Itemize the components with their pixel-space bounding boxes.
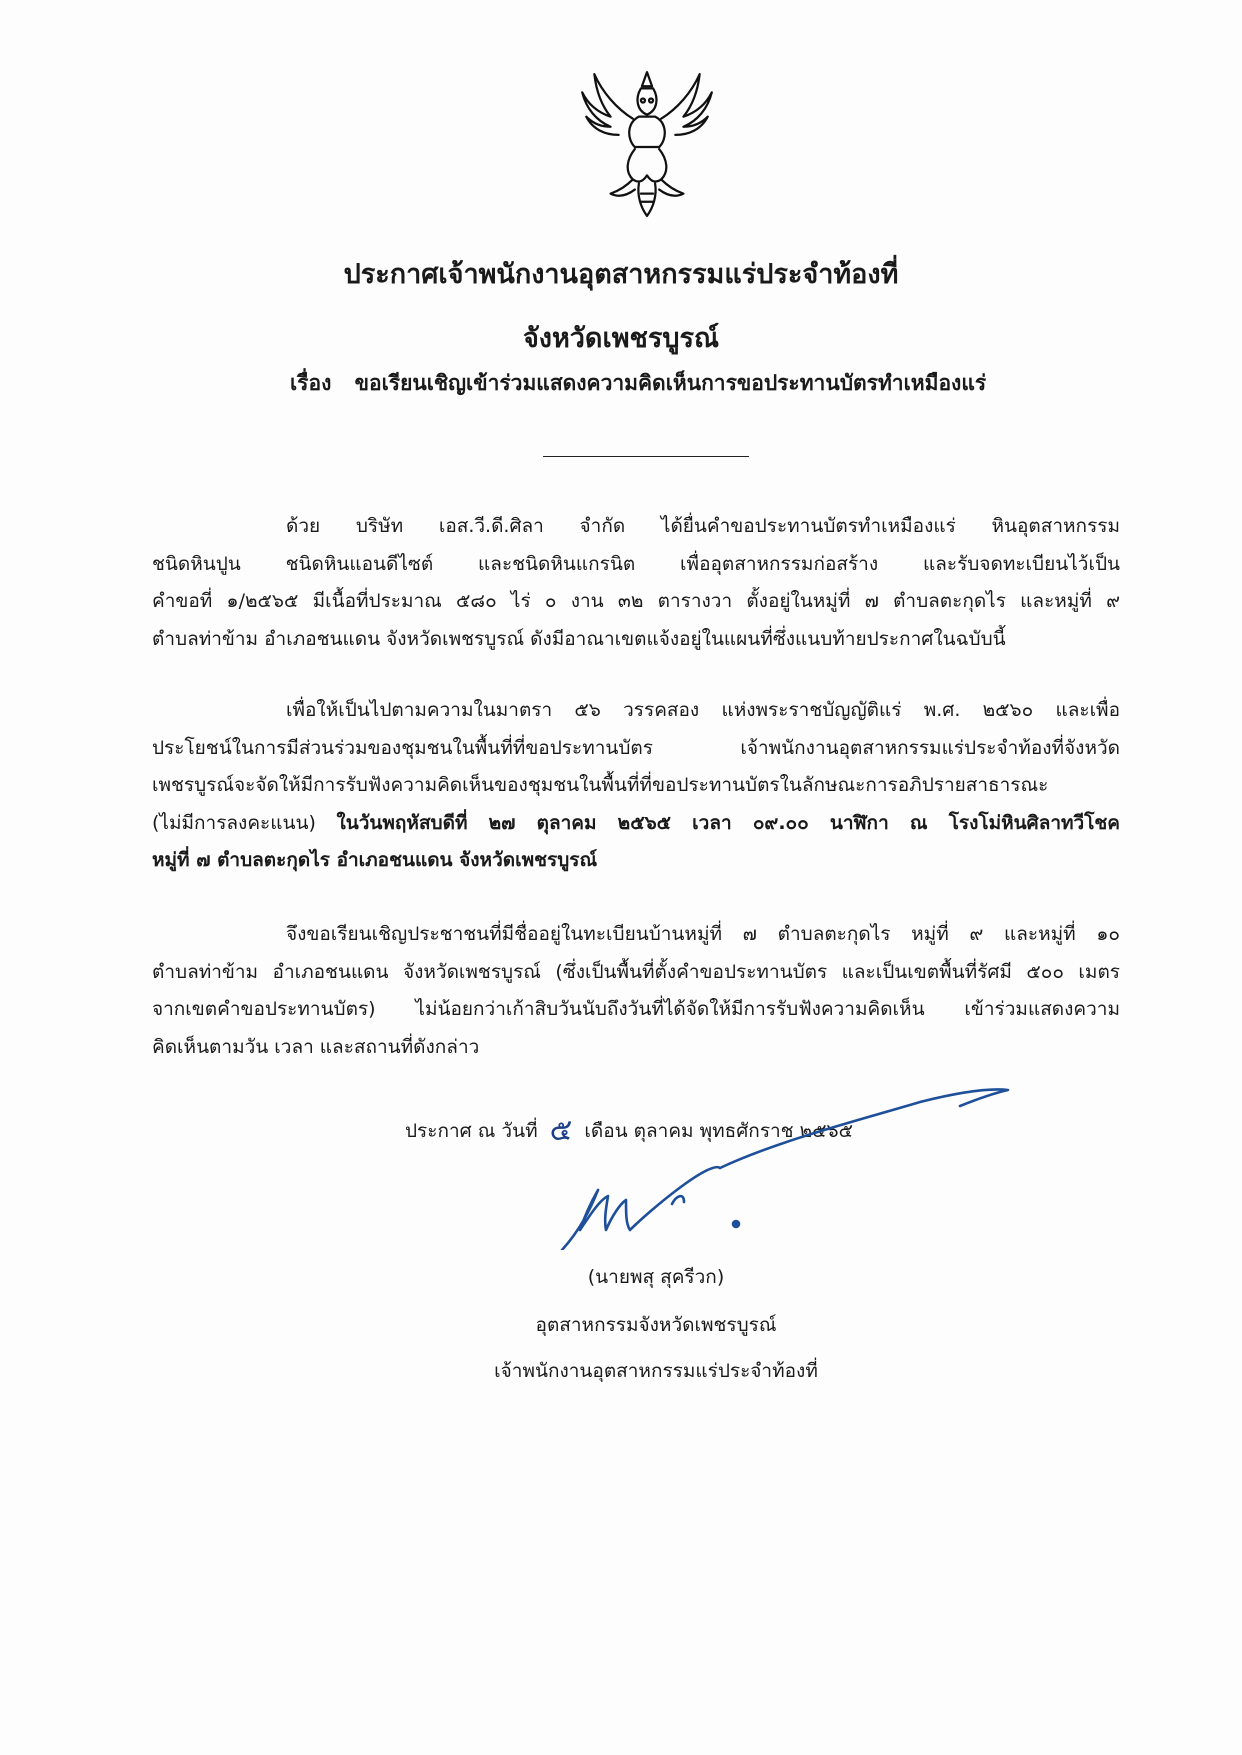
date-day: ๕ bbox=[549, 1113, 573, 1148]
signatory-position: เจ้าพนักงานอุตสาหกรรมแร่ประจำท้องที่ bbox=[494, 1360, 818, 1382]
paragraph-line: คิดเห็นตามวัน เวลา และสถานที่ดังกล่าว bbox=[152, 1035, 480, 1058]
paragraph-line: เพื่อให้เป็นไปตามความในมาตรา ๕๖ วรรคสอง แห่งพระราชบัญญัติแร่ พ.ศ. ๒๕๖๐ และเพื่อ bbox=[286, 699, 1120, 721]
subject-text: ขอเรียนเชิญเข้าร่วมแสดงความคิดเห็นการขอประทานบัตรทำเหมืองแร่ bbox=[354, 371, 987, 395]
paragraph-hearing bbox=[152, 692, 1120, 880]
subject-label: เรื่อง bbox=[290, 371, 332, 395]
date-prefix: ประกาศ ณ วันที่ bbox=[405, 1120, 538, 1142]
garuda-emblem-icon bbox=[566, 62, 728, 224]
divider bbox=[543, 456, 749, 457]
paragraph-line: จึงขอเรียนเชิญประชาชนที่มีชื่ออยู่ในทะเบียนบ้านหมู่ที่ ๗ ตำบลตะกุดไร หมู่ที่ ๙ และหมู่ที่ ๑๐ bbox=[286, 923, 1120, 945]
signature-image bbox=[560, 1080, 1020, 1250]
paragraph-invitation bbox=[152, 916, 1120, 1066]
paragraph-line: ชนิดหินปูน ชนิดหินแอนดีไซต์ และชนิดหินแกรนิต เพื่ออุตสาหกรรมก่อสร้าง และรับจดทะเบียนไว้เป็น bbox=[152, 552, 1120, 575]
paragraph-line: ด้วย บริษัท เอส.วี.ดี.ศิลา จำกัด ได้ยื่นคำขอประทานบัตรทำเหมืองแร่ หินอุตสาหกรรม bbox=[286, 515, 1120, 537]
signatory-position: อุตสาหกรรมจังหวัดเพชรบูรณ์ bbox=[535, 1314, 777, 1336]
paragraph-line: ตำบลท่าข้าม อำเภอชนแดน จังหวัดเพชรบูรณ์ ดังมีอาณาเขตแจ้งอยู่ในแผนที่ซึ่งแนบท้ายประกาศในฉบับนี้ bbox=[152, 627, 1006, 650]
hearing-note: (ไม่มีการลงคะแนน) bbox=[152, 811, 337, 834]
announcement-title: ประกาศเจ้าพนักงานอุตสาหกรรมแร่ประจำท้องที่ bbox=[343, 259, 899, 290]
paragraph-application bbox=[152, 508, 1120, 658]
hearing-datetime: ในวันพฤหัสบดีที่ ๒๗ ตุลาคม ๒๕๖๕ เวลา ๐๙.๐๐ นาฬิกา ณ โรงโม่หินศิลาทวีโชค bbox=[336, 811, 1120, 834]
paragraph-line: เพชรบูรณ์จะจัดให้มีการรับฟังความคิดเห็นของชุมชนในพื้นที่ที่ขอประทานบัตรในลักษณะการอภิปรายสาธารณะ bbox=[152, 774, 1049, 796]
paragraph-line: คำขอที่ ๑/๒๕๖๕ มีเนื้อที่ประมาณ ๕๘๐ ไร่ ๐ งาน ๓๒ ตารางวา ตั้งอยู่ในหมู่ที่ ๗ ตำบลตะกุดไร และหมู่ที่ ๙ bbox=[152, 590, 1120, 612]
subject-line bbox=[290, 367, 986, 400]
paragraph-line: ตำบลท่าข้าม อำเภอชนแดน จังหวัดเพชรบูรณ์ (ซึ่งเป็นพื้นที่ตั้งคำขอประทานบัตร และเป็นเขตพื้นที่รัศมี ๕๐๐ เมตร bbox=[152, 960, 1120, 983]
province-title: จังหวัดเพชรบูรณ์ bbox=[522, 323, 720, 354]
paragraph-line bbox=[152, 805, 1120, 843]
paragraph-line: จากเขตคำขอประทานบัตร) ไม่น้อยกว่าเก้าสิบวันนับถึงวันที่ได้จัดให้มีการรับฟังความคิดเห็น เข้าร่วมแสดงความ bbox=[152, 998, 1120, 1020]
date-month-year: เดือน ตุลาคม พุทธศักราช ๒๕๖๕ bbox=[584, 1120, 853, 1142]
paragraph-line: ประโยชน์ในการมีส่วนร่วมของชุมชนในพื้นที่ที่ขอประทานบัตร เจ้าพนักงานอุตสาหกรรมแร่ประจำท้องที่จังหวัด bbox=[152, 736, 1120, 759]
signatory-name: (นายพสุ สุครีวก) bbox=[587, 1266, 725, 1288]
hearing-location: หมู่ที่ ๗ ตำบลตะกุดไร อำเภอชนแดน จังหวัดเพชรบูรณ์ bbox=[152, 849, 598, 871]
